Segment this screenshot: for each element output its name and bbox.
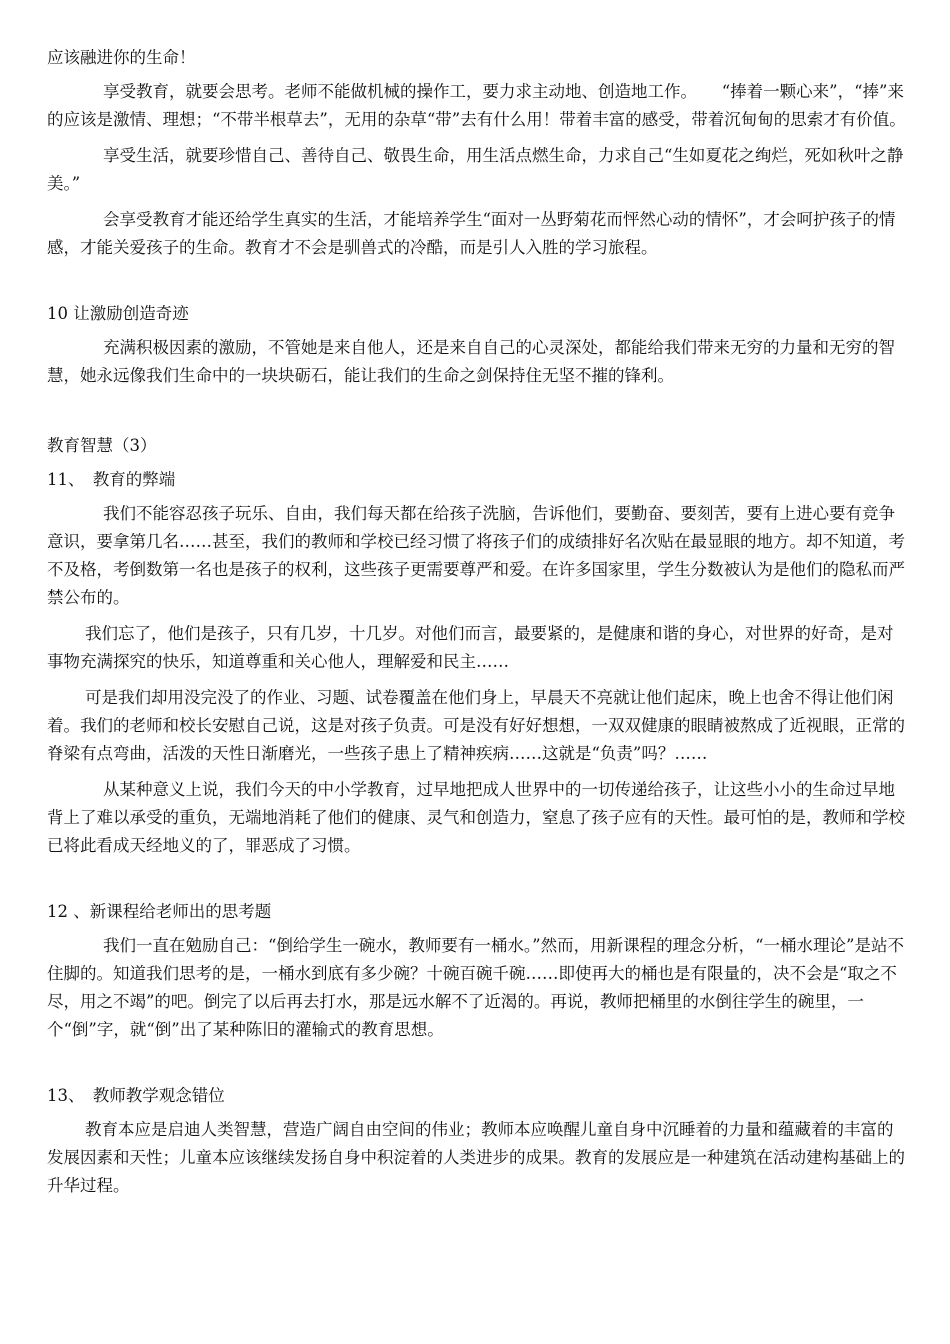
paragraph: 会享受教育才能还给学生真实的生活，才能培养学生“面对一丛野菊花而怦然心动的情怀”，才会呵护孩子的情感，才能关爱孩子的生命。教育才不会是驯兽式的冷酷，而是引人入胜的学习旅程。	[47, 210, 896, 257]
paragraph: 从某种意义上说，我们今天的中小学教育，过早地把成人世界中的一切传递给孩子，让这些小小的生命过早地背上了难以承受的重负，无端地消耗了他们的健康、灵气和创造力，窒息了孩子应有的天性。最可怕的是，教师和学校已将此看成天经地义的了，罪恶成了习惯。	[47, 780, 905, 855]
section-heading: 10 让激励创造奇迹	[47, 304, 189, 323]
paragraph: 我们一直在勉励自己：“倒给学生一碗水，教师要有一桶水。”然而，用新课程的理念分析，“一桶水理论”是站不住脚的。知道我们思考的是，一桶水到底有多少碗？十碗百碗千碗……即使再大的桶也是有限量的，决不会是“取之不尽，用之不竭”的吧。倒完了以后再去打水，那是远水解不了近渴的。再说，教师把桶里的水倒往学生的碗里，一个“倒”字，就“倒”出了某种陈旧的灌输式的教育思想。	[47, 936, 904, 1039]
text-line: 应该融进你的生命！	[47, 48, 196, 67]
paragraph: 我们忘了，他们是孩子，只有几岁，十几岁。对他们而言，最要紧的，是健康和谐的身心，对世界的好奇，是对事物充满探究的快乐，知道尊重和关心他人，理解爱和民主……	[47, 624, 894, 671]
paragraph: 享受生活，就要珍惜自己、善待自己、敬畏生命，用生活点燃生命，力求自己“生如夏花之绚烂，死如秋叶之静美。”	[47, 146, 904, 193]
section-heading: 13、 教师教学观念错位	[47, 1086, 225, 1105]
paragraph: 我们不能容忍孩子玩乐、自由，我们每天都在给孩子洗脑，告诉他们，要勤奋、要刻苦，要有上进心要有竞争意识，要拿第几名……甚至，我们的教师和学校已经习惯了将孩子们的成绩排好名次贴在最显眼的地方。却不知道，考不及格，考倒数第一名也是孩子的权利，这些孩子更需要尊严和爱。在许多国家里，学生分数被认为是他们的隐私而严禁公布的。	[47, 504, 905, 607]
section-heading: 教育智慧（3）	[47, 436, 157, 455]
document-page	[47, 44, 909, 1208]
section-heading: 12 、新课程给老师出的思考题	[47, 902, 272, 921]
paragraph: 充满积极因素的激励，不管她是来自他人，还是来自自己的心灵深处，都能给我们带来无穷的力量和无穷的智慧，她永远像我们生命中的一块块砺石，能让我们的生命之剑保持住无坚不摧的锋利。	[47, 338, 895, 385]
paragraph: 可是我们却用没完没了的作业、习题、试卷覆盖在他们身上，早晨天不亮就让他们起床，晚上也舍不得让他们闲着。我们的老师和校长安慰自己说，这是对孩子负责。可是没有好好想想，一双双健康的眼睛被熬成了近视眼，正常的脊梁有点弯曲，活泼的天性日渐磨光，一些孩子患上了精神疾病……这就是“负责”吗？……	[47, 688, 905, 763]
section-heading: 11、 教育的弊端	[47, 470, 176, 489]
paragraph: 教育本应是启迪人类智慧，营造广阔自由空间的伟业；教师本应唤醒儿童自身中沉睡着的力量和蕴藏着的丰富的发展因素和天性；儿童本应该继续发扬自身中积淀着的人类进步的成果。教育的发展应是一种建筑在活动建构基础上的升华过程。	[47, 1120, 905, 1195]
paragraph: 享受教育，就要会思考。老师不能做机械的操作工，要力求主动地、创造地工作。 “捧着一颗心来”，“捧”来的应该是激情、理想；“不带半根草去”，无用的杂草“带”去有什么用！带着丰富的感受，带着沉甸甸的思索才有价值。	[47, 82, 906, 129]
